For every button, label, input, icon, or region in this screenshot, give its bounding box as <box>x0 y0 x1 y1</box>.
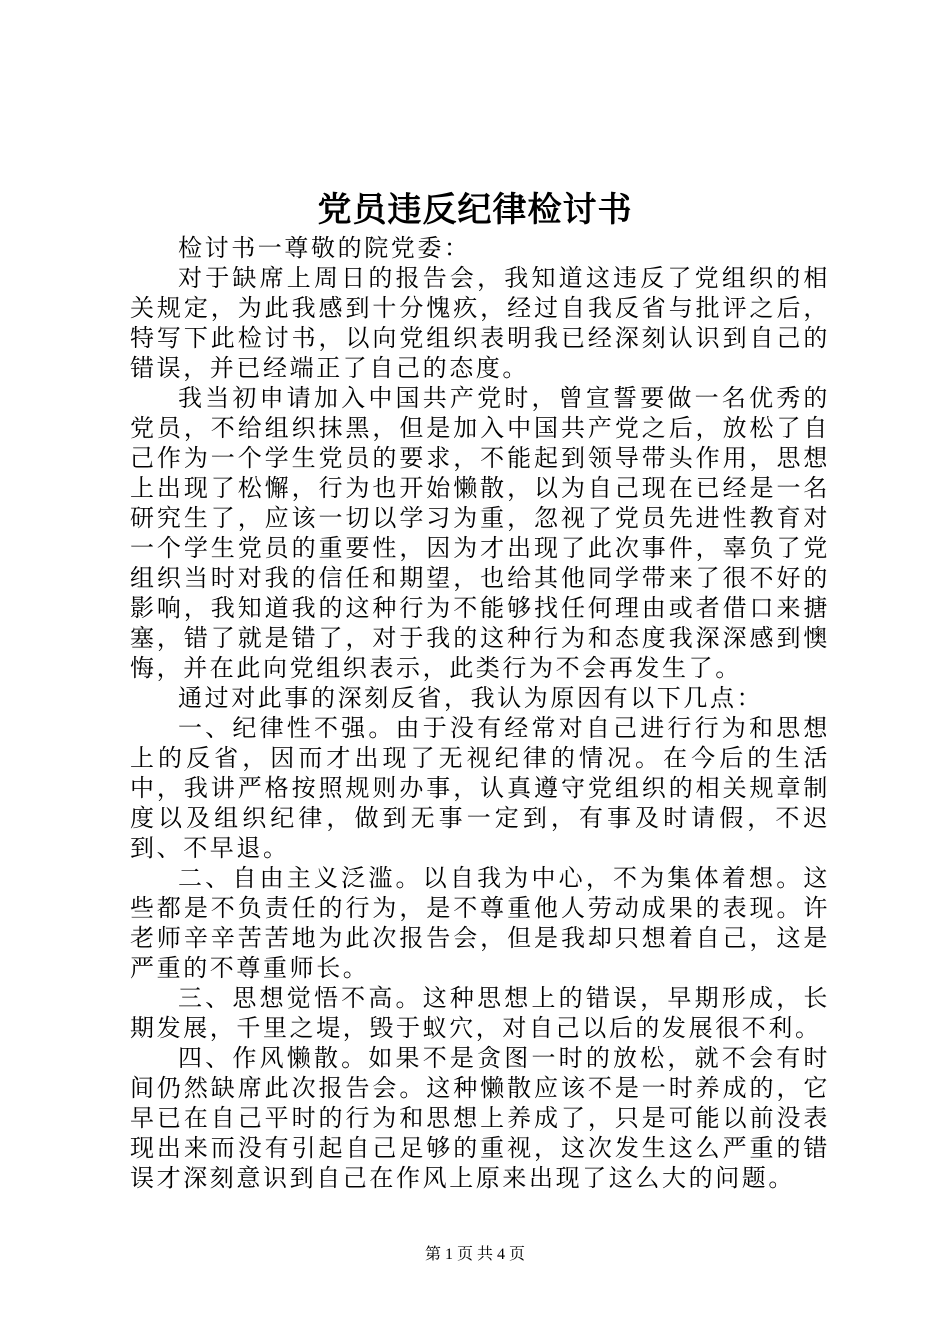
paragraph-background: 我当初申请加入中国共产党时，曾宣誓要做一名优秀的党员，不给组织抹黑，但是加入中国共产党之后，放松了自己作为一个学生党员的要求，不能起到领导带头作用，思想上出现了松懈，行为也开始懒散，以为自己现在已经是一名研究生了，应该一切以学习为重，忽视了党员先进性教育对一个学生党员的重要性，因为才出现了此次事件，辜负了党组织当时对我的信任和期望，也给其他同学带来了很不好的影响，我知道我的这种行为不能够找任何理由或者借口来搪塞，错了就是错了，对于我的这种行为和态度我深深感到懊悔，并在此向党组织表示，此类行为不会再发生了。 <box>130 384 830 682</box>
paragraph-reason-3: 三、思想觉悟不高。这种思想上的错误，早期形成，长期发展，千里之堤，毁于蚁穴，对自己以后的发展很不利。 <box>130 984 830 1042</box>
paragraph-reason-1: 一、纪律性不强。由于没有经常对自己进行行为和思想上的反省，因而才出现了无视纪律的情况。在今后的生活中，我讲严格按照规则办事，认真遵守党组织的相关规章制度以及组织纪律，做到无事一定到，有事及时请假，不迟到、不早退。 <box>130 714 830 862</box>
paragraph-salutation: 检讨书一尊敬的院党委： <box>178 234 471 262</box>
paragraph-reason-2: 二、自由主义泛滥。以自我为中心，不为集体着想。这些都是不负责任的行为，是不尊重他人劳动成果的表现。许老师辛辛苦苦地为此次报告会，但是我却只想着自己，这是严重的不尊重师长。 <box>130 864 830 982</box>
paragraph-intro: 对于缺席上周日的报告会，我知道这违反了党组织的相关规定，为此我感到十分愧疚，经过自我反省与批评之后，特写下此检讨书，以向党组织表明我已经深刻认识到自己的错误，并已经端正了自己的态度。 <box>130 264 830 382</box>
page-number-footer: 第 1 页 共 4 页 <box>424 1246 525 1263</box>
document-title: 党员违反纪律检讨书 <box>317 190 633 230</box>
document-body <box>130 233 830 1193</box>
paragraph-reason-4: 四、作风懒散。如果不是贪图一时的放松，就不会有时间仍然缺席此次报告会。这种懒散应该不是一时养成的，它早已在自己平时的行为和思想上养成了，只是可能以前没表现出来而没有引起自己足够的重视，这次发生这么严重的错误才深刻意识到自己在作风上原来出现了这么大的问题。 <box>130 1044 830 1192</box>
paragraph-reasons-lead: 通过对此事的深刻反省，我认为原因有以下几点： <box>178 684 764 712</box>
